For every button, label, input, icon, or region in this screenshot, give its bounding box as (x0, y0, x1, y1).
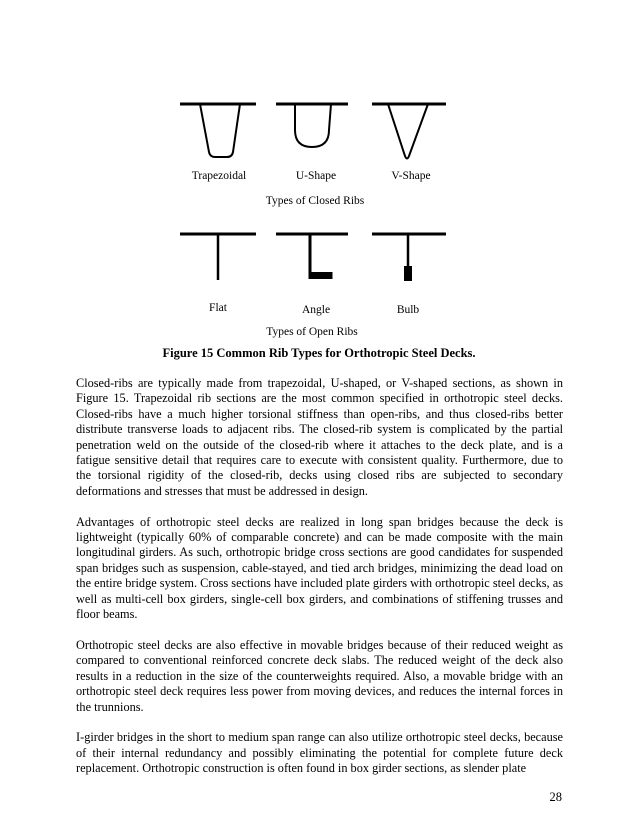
body-text (76, 376, 563, 792)
v-shape-rib-drawing (372, 100, 452, 166)
trapezoidal-label: Trapezoidal (191, 170, 247, 182)
paragraph-movable-bridges: Orthotropic steel decks are also effective in movable bridges because of their reduced weight as compared to conventional reinforced concrete deck slabs. The reduced weight of the deck also results in a reduction in the size of the counterweights required. Also, a movable bridge with an orthotropic steel deck requires less power from moving devices, and reduces the internal forces in the trunnions. (76, 637, 563, 714)
v-shape-label: V-Shape (391, 170, 431, 182)
u-shape-rib-drawing (276, 100, 356, 162)
figure-caption: Figure 15 Common Rib Types for Orthotropic Steel Decks. (162, 346, 476, 360)
angle-rib-drawing (276, 230, 356, 286)
open-ribs-group-label: Types of Open Ribs (266, 326, 358, 338)
paragraph-long-span-advantages: Advantages of orthotropic steel decks are realized in long span bridges because the deck is lightweight (typically 60% of comparable concrete) and can be made composite with the main longitudinal girders. As such, orthotropic bridge cross sections are good candidates for suspended span bridges such as suspension, cable-stayed, and tied arch bridges, minimizing the dead load on the entire bridge system. Cross sections have included plate girders with orthotropic steel decks, as well as multi-cell box girders, single-cell box girders, and combinations of stiffening trusses and floor beams. (76, 514, 563, 622)
bulb-label: Bulb (396, 304, 420, 316)
flat-label: Flat (209, 302, 227, 314)
bulb-rib-drawing (372, 230, 452, 286)
paragraph-i-girder-bridges: I-girder bridges in the short to medium span range can also utilize orthotropic steel decks, because of their internal redundancy and possibly eliminating the potential for complete future deck replacement. Orthotropic construction is often found in box girder sections, as slender plate (76, 730, 563, 776)
closed-ribs-group-label: Types of Closed Ribs (265, 195, 365, 207)
trapezoidal-rib-drawing (180, 100, 260, 162)
page-number: 28 (549, 790, 562, 804)
paragraph-closed-ribs: Closed-ribs are typically made from trapezoidal, U-shaped, or V-shaped sections, as shown in Figure 15. Trapezoidal rib sections are the most common specified in orthotropic steel decks. Closed-ribs have a much higher torsional stiffness than open-ribs, and thus closed-ribs better distribute transverse loads to adjacent ribs. The closed-rib system is complicated by the partial penetration weld on the outside of the closed-rib where it attaches to the deck plate, and is a fatigue sensitive detail that requires care to execute with consistent quality. Furthermore, due to the torsional rigidity of the closed-rib, decks using closed ribs are subjected to secondary deformations and stresses that must be addressed in design. (76, 376, 563, 498)
u-shape-label: U-Shape (295, 170, 337, 182)
flat-rib-drawing (180, 230, 260, 286)
rib-types-figure (0, 0, 638, 370)
angle-label: Angle (301, 304, 331, 316)
